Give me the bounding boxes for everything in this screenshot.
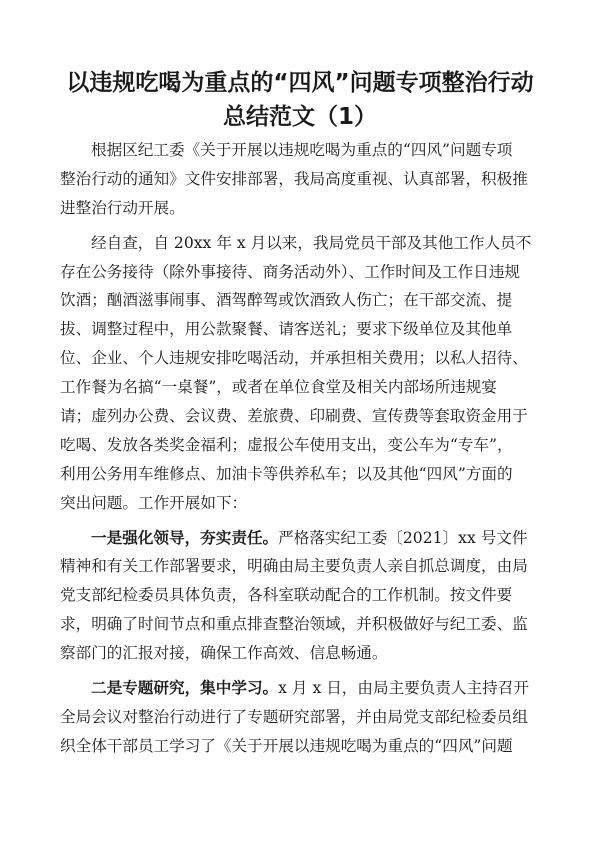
document-body <box>60 136 548 761</box>
text-line: 全局会议对整治行动进行了专题研究部署，并由局党支部纪检委员组 <box>60 707 528 726</box>
text-line: 求，明确了时间节点和重点排查整治领域，并积极做好与纪工委、监 <box>60 615 528 634</box>
title-line-1: 以违规吃喝为重点的“四风”问题专项整治行动 <box>66 70 534 96</box>
text-line: 突出问题。工作开展如下： <box>60 493 248 512</box>
text-line: 请；虚列办公费、会议费、差旅费、印刷费、宣传费等套取资金用于 <box>60 407 528 426</box>
section-heading: 一是强化领导，夯实责任。 <box>91 528 279 547</box>
text-line: 察部门的汇报对接，确保工作高效、信息畅通。 <box>60 644 388 663</box>
text-line: 织全体干部员工学习了《关于开展以违规吃喝为重点的“四风”问题 <box>60 736 513 755</box>
title-line-2: 总结范文（1） <box>222 104 377 130</box>
text-line: 利用公务用车维修点、加油卡等供养私车；以及其他“四风”方面的 <box>60 464 513 483</box>
paragraph-study <box>60 674 548 761</box>
paragraph-self-check <box>60 229 548 518</box>
text-line <box>60 524 548 553</box>
text-line: 进整治行动开展。 <box>60 198 185 217</box>
text-line: 位、企业、个人违规安排吃喝活动，并承担相关费用；以私人招待、 <box>60 349 528 368</box>
heading-continuation: 严格落实纪工委〔2021〕xx 号文件 <box>278 528 528 547</box>
text-line: 整治行动的通知》文件安排部署，我局高度重视、认真部署，积极推 <box>60 169 528 188</box>
text-line: 吃喝、发放各类奖金福利；虚报公车使用支出，变公车为“专车”， <box>60 435 513 454</box>
text-line: 拔、调整过程中，用公款聚餐、请客送礼；要求下级单位及其他单 <box>60 320 513 339</box>
text-line: 党支部纪检委员具体负责，各科室联动配合的工作机制。按文件要 <box>60 586 513 605</box>
text-line: 精神和有关工作部署要求，明确由局主要负责人亲自抓总调度，由局 <box>60 557 528 576</box>
text-line: 存在公务接待（除外事接待、商务活动外）、工作时间及工作日违规 <box>60 262 521 281</box>
document-title <box>40 66 560 134</box>
section-heading: 二是专题研究，集中学习。 <box>91 679 279 698</box>
text-line: 经自查，自 20xx 年 x 月以来，我局党员干部及其他工作人员不 <box>91 233 532 252</box>
paragraph-leadership <box>60 524 548 668</box>
heading-continuation: x 月 x 日，由局主要负责人主持召开 <box>278 679 529 698</box>
text-line: 饮酒；酗酒滋事闹事、酒驾醉驾或饮酒致人伤亡；在干部交流、提 <box>60 291 513 310</box>
text-line: 根据区纪工委《关于开展以违规吃喝为重点的“四风”问题专项 <box>91 141 513 159</box>
paragraph-intro <box>60 136 548 223</box>
text-line <box>60 674 548 703</box>
text-line: 工作餐为名搞“一桌餐”，或者在单位食堂及相关内部场所违规宴 <box>60 378 497 397</box>
